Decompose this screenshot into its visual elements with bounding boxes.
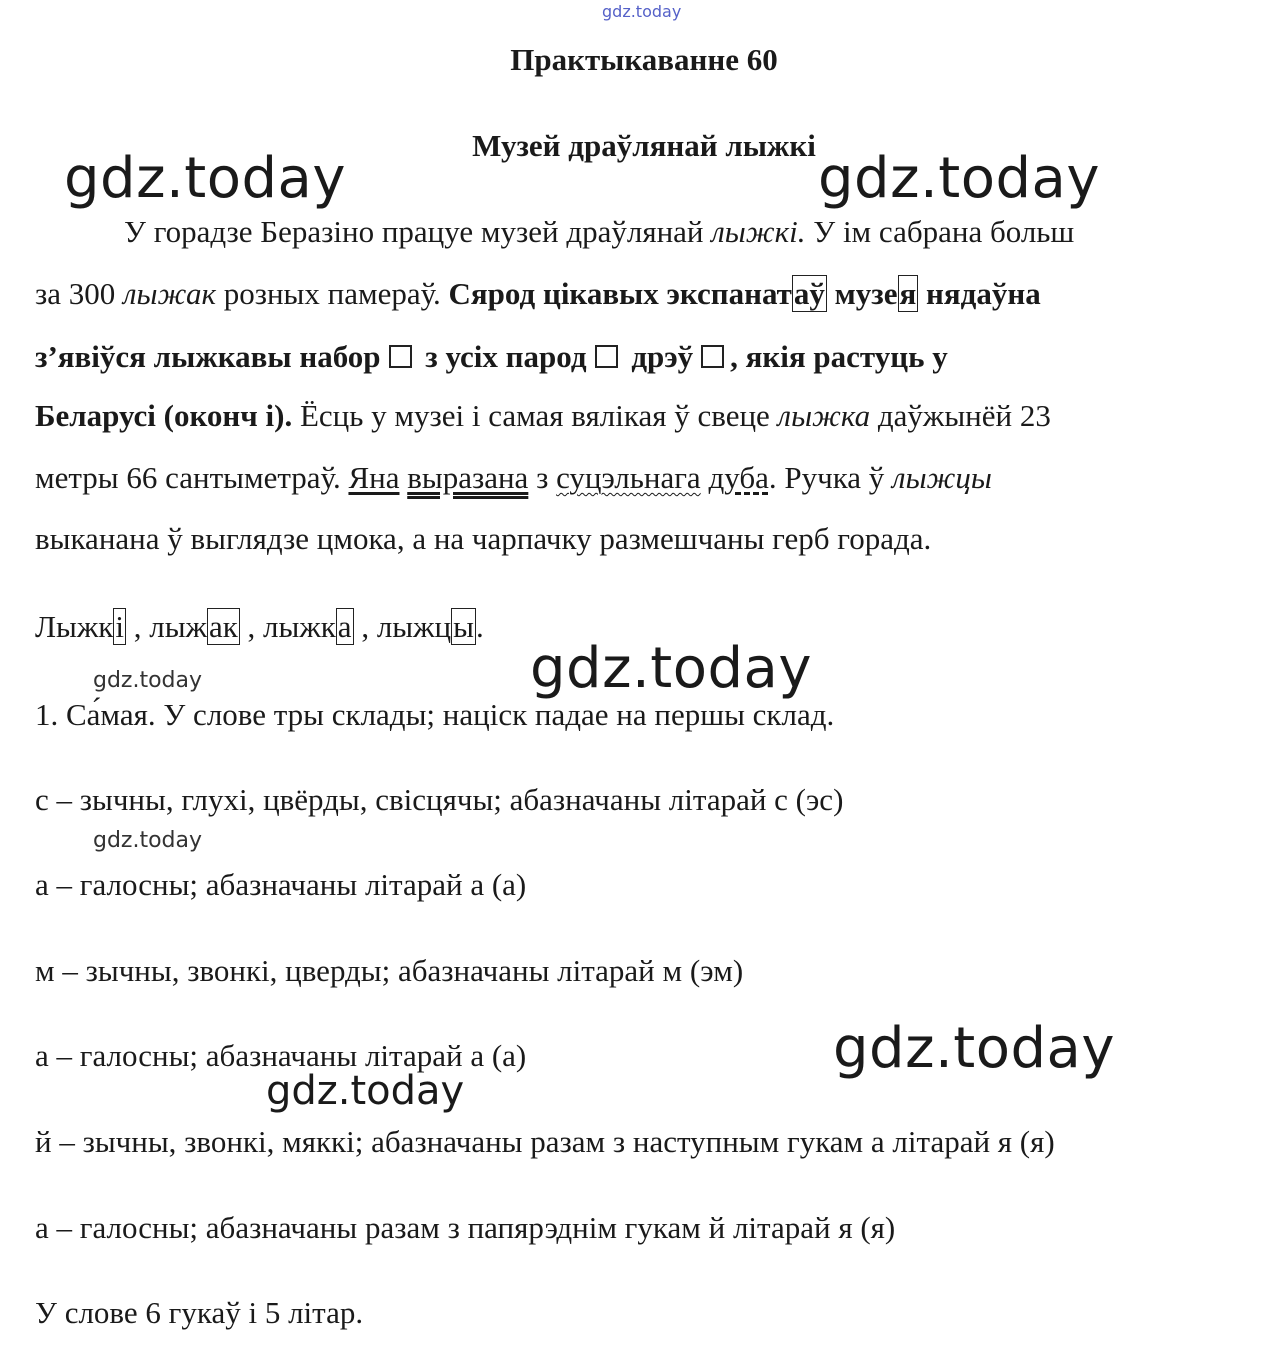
text-run: У горадзе Беразіно працуе музей драўлянай xyxy=(124,214,712,249)
sound-s: с – зычны, глухі, цвёрды, свісцячы; абазначаны літарай с (эс) xyxy=(35,782,844,817)
paragraph-line-2 xyxy=(35,276,1041,312)
italic-word: лыжак xyxy=(123,276,216,311)
ending-box: ак xyxy=(208,609,238,644)
exercise-title: Практыкаванне 60 xyxy=(510,42,778,77)
paragraph-line-4 xyxy=(35,398,1051,434)
text-run: за 300 xyxy=(35,276,124,311)
ending-box: аў xyxy=(793,276,825,311)
text-run: У ім сабрана больш xyxy=(805,214,1075,249)
empty-ending-box xyxy=(701,345,724,368)
bold-run: дрэў xyxy=(623,339,694,374)
sound-a-3: а – галосны; абазначаны разам з папярэднім гукам й літарай я (я) xyxy=(35,1210,896,1245)
bold-run: з усіх парод xyxy=(417,339,587,374)
text-run: даўжынёй 23 xyxy=(870,398,1051,433)
attribute-underline: суцэльнага xyxy=(556,460,701,495)
watermark: gdz.today xyxy=(833,1016,1116,1081)
object-underline: дуба xyxy=(708,460,769,495)
paragraph-line-3 xyxy=(35,339,948,375)
word-stem: Лыжк xyxy=(35,609,114,644)
bold-run: , якія растуць у xyxy=(730,339,948,374)
predicate-underline: выразана xyxy=(407,460,529,495)
ending-box: ы xyxy=(453,609,474,644)
word-forms-line xyxy=(35,609,484,645)
watermark: gdz.today xyxy=(818,146,1101,211)
text-run: розных памераў. xyxy=(215,276,449,311)
bold-run: з’явіўся лыжкавы набор xyxy=(35,339,381,374)
italic-word: лыжцы xyxy=(892,460,992,495)
paragraph-line-1 xyxy=(124,214,1074,250)
text-run: . xyxy=(475,609,484,644)
text-run: метры 66 сантыметраў. xyxy=(35,460,349,495)
watermark: gdz.today xyxy=(93,828,203,853)
italic-word: лыжкі. xyxy=(711,214,806,249)
word-stem: , лыжк xyxy=(239,609,336,644)
sound-a-2: а – галосны; абазначаны літарай а (а) xyxy=(35,1038,527,1073)
bold-run: Сярод цікавых экспанат xyxy=(448,276,792,311)
empty-ending-box xyxy=(595,345,618,368)
word-stem: , лыж xyxy=(125,609,207,644)
paragraph-line-6: выканана ў выглядзе цмока, а на чарпачку размешчаны герб горада. xyxy=(35,521,932,556)
text-run: Ёсць у музеі і самая вялікая ў свеце xyxy=(292,398,778,433)
watermark-top: gdz.today xyxy=(602,2,682,21)
watermark: gdz.today xyxy=(93,668,203,693)
subject-underline: Яна xyxy=(348,460,400,495)
paragraph-line-5 xyxy=(35,460,992,496)
empty-ending-box xyxy=(389,345,412,368)
text-run: з xyxy=(536,460,549,495)
sound-a-1: а – галосны; абазначаны літарай а (а) xyxy=(35,867,527,902)
sound-j: й – зычны, звонкі, мяккі; абазначаны разам з наступным гукам а літарай я (я) xyxy=(35,1124,1055,1159)
ending-box: а xyxy=(337,609,352,644)
text-run: . Ручка ў xyxy=(768,460,893,495)
word-stem: , лыжц xyxy=(353,609,452,644)
analysis-intro: 1. Са́мая. У слове тры склады; націск падае на першы склад. xyxy=(35,697,835,732)
watermark: gdz.today xyxy=(530,636,813,701)
watermark: gdz.today xyxy=(266,1068,465,1114)
italic-word: лыжка xyxy=(777,398,871,433)
summary-line: У слове 6 гукаў і 5 літар. xyxy=(35,1295,364,1330)
watermark: gdz.today xyxy=(64,146,347,211)
ending-box: я xyxy=(899,276,917,311)
sound-m: м – зычны, звонкі, цверды; абазначаны літарай м (эм) xyxy=(35,953,744,988)
bold-run: Беларусі (оконч і). xyxy=(35,398,293,433)
text-title: Музей драўлянай лыжкі xyxy=(472,128,816,163)
bold-run: музе xyxy=(826,276,898,311)
ending-box: і xyxy=(115,609,124,644)
bold-run: нядаўна xyxy=(918,276,1041,311)
